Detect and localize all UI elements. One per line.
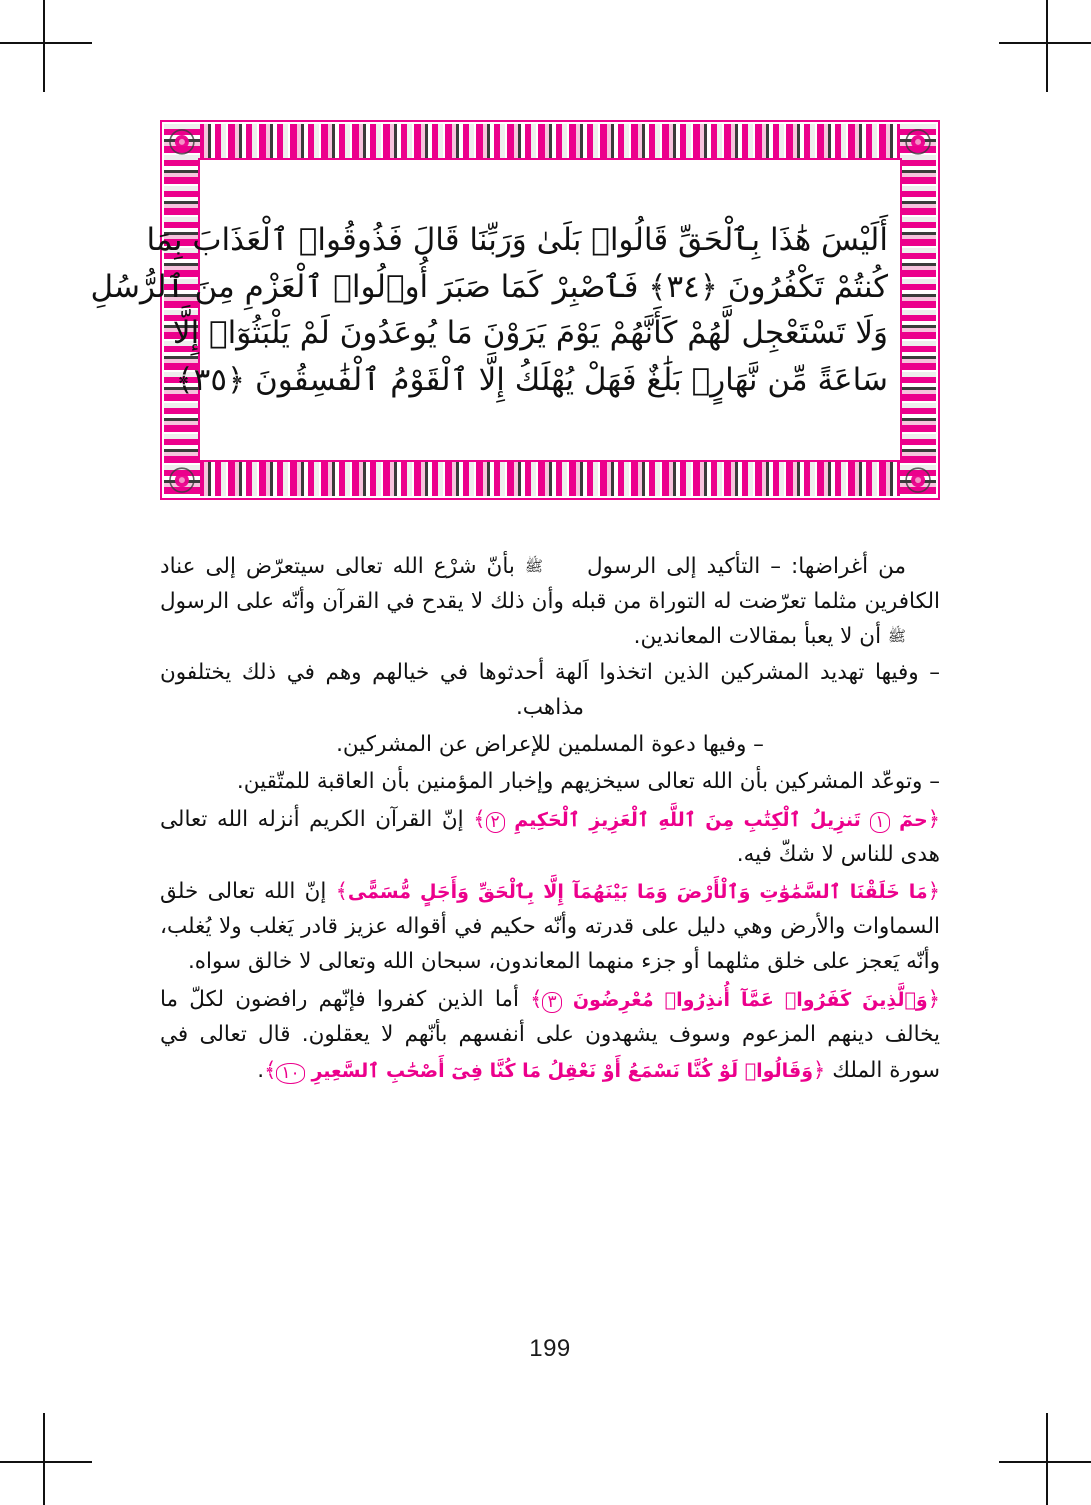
purposes-tail-text: أن لا يعبأ بمقالات المعاندين. xyxy=(633,623,888,649)
quran-inline-text-ma-khalaqna: مَا خَلَقْنَا ٱلسَّمَٰوَٰتِ وَٱلْأَرْضَ وَمَا بَيْنَهُمَآ إِلَّا بِٱلْحَقِّ وَأَجَلٍ مُّسَمًّى xyxy=(347,881,928,904)
quran-verse-line-1: أَلَيْسَ هَٰذَا بِٱلْحَقِّ قَالُوا۟ بَلَىٰ وَرَبِّنَا قَالَ فَذُوقُوا۟ ٱلْعَذَابَ بِمَا xyxy=(146,222,888,258)
crop-mark-bottom-right-vertical xyxy=(1046,1413,1048,1505)
trailing-verse-open-bracket-icon: ﴿ xyxy=(813,1057,826,1082)
paragraph-call-to-muslims: – وفيها دعوة المسلمين للإعراض عن المشركين. xyxy=(336,732,764,758)
crop-mark-top-left-horizontal xyxy=(0,42,92,44)
verse-open-bracket-icon-3: ﴿ xyxy=(927,986,941,1011)
verse-block-jathiyah-3 xyxy=(160,874,940,979)
page-number: 199 xyxy=(529,1335,571,1362)
ornamental-quran-frame xyxy=(90,120,940,500)
verse-close-bracket-icon-3: ﴾ xyxy=(530,986,543,1011)
paragraph-promise-warning: – وتوعّد المشركين بأن الله تعالى سيخزيهم وإخبار المؤمنين بأن العاقبة للمتّقين. xyxy=(236,768,940,794)
ayah-number-marker: ١ xyxy=(870,812,889,834)
trailing-punctuation: . xyxy=(257,1057,265,1083)
ayah-number-marker-3: ٣ xyxy=(542,992,561,1014)
verse-open-bracket-icon: ﴿ xyxy=(927,806,940,831)
ayah-number-marker-2: ٢ xyxy=(486,812,505,834)
crop-mark-bottom-left-horizontal xyxy=(0,1461,92,1463)
quran-inline-text-tanzeel: تَنزِيلُ ٱلْكِتَٰبِ مِنَ ٱللَّهِ ٱلْعَزِيزِ ٱلْحَكِيمِ xyxy=(514,808,861,831)
verse-block-jathiyah-4 xyxy=(160,982,940,1088)
crop-mark-bottom-right-horizontal xyxy=(999,1461,1091,1463)
quran-verse-line-2: كُنتُمْ تَكْفُرُونَ ﴿٣٤﴾ فَٱصْبِرْ كَمَا صَبَرَ أُو۟لُوا۟ ٱلْعَزْمِ مِنَ ٱلرُّسُلِ xyxy=(90,268,888,305)
verse-close-bracket-icon: ﴾ xyxy=(473,806,486,831)
crop-mark-top-right-vertical xyxy=(1046,0,1048,92)
crop-mark-top-left-vertical xyxy=(43,0,45,92)
quran-inline-text-hameem: حمٓ xyxy=(899,808,928,831)
purposes-rest-text: بأنّ شرْع الله تعالى سيتعرّض إلى عناد الكافرين مثلما تعرّضت له التوراة من قبله وأن ذلك لا يقدح في القرآن وأنّه على الرسول xyxy=(160,554,940,614)
sallallahu-icon: ﷺ xyxy=(524,557,544,575)
quran-verse-panel xyxy=(90,158,902,462)
page-content xyxy=(90,120,941,1400)
paragraph-purposes-intro xyxy=(160,550,940,654)
quran-inline-text-mulk: وَقَالُوا۟ لَوْ كُنَّا نَسْمَعُ أَوْ نَعْقِلُ مَا كُنَّا فِىٓ أَصْحَٰبِ ٱلسَّعِيرِ xyxy=(311,1059,814,1082)
ayah-number-marker-4: ١٠ xyxy=(276,1063,304,1085)
verse-open-bracket-icon-2: ﴿ xyxy=(927,879,940,904)
verse-block-jathiyah-1-2 xyxy=(160,802,940,873)
quran-verse-line-3: وَلَا تَسْتَعْجِل لَّهُمْ كَأَنَّهُمْ يَوْمَ يَرَوْنَ مَا يُوعَدُونَ لَمْ يَلْبَثُوٓا۟ إِلَّا xyxy=(172,315,888,351)
commentary-body xyxy=(160,550,940,1088)
quran-verse-line-4: سَاعَةً مِّن نَّهَارٍۭ بَلَٰغٌ فَهَلْ يُهْلَكُ إِلَّا ٱلْقَوْمُ ٱلْفَٰسِقُونَ ﴿٣٥﴾ xyxy=(175,361,888,398)
sallallahu-icon-2: ﷺ xyxy=(887,626,906,645)
verse-explanation-text-3: أما الذين كفروا فإنّهم رافضون لكلّ ما يخالف دينهم المزعوم وسوف يشهدون على أنفسهم بأنّهم لا يعقلون. قال تعالى في سورة الملك xyxy=(160,986,940,1083)
crop-mark-bottom-left-vertical xyxy=(43,1413,45,1505)
crop-mark-top-right-horizontal xyxy=(999,42,1091,44)
trailing-verse-close-bracket-icon: ﴾ xyxy=(264,1057,277,1082)
verse-explanation-text: إنّ القرآن الكريم أنزله الله تعالى هدى للناس لا شكّ فيه. xyxy=(160,806,940,867)
purposes-lead-text: من أغراضها: – التأكيد إلى الرسول xyxy=(577,554,906,579)
verse-close-bracket-icon-2: ﴾ xyxy=(335,879,348,904)
quran-inline-text-walladheena: وَٱلَّذِينَ كَفَرُوا۟ عَمَّآ أُنذِرُوا۟ مُعْرِضُونَ xyxy=(572,988,928,1011)
paragraph-threat-to-polytheists: – وفيها تهديد المشركين الذين اتخذوا اَلهة أحدثوها في خيالهم وهم في ذلك يختلفون مذاهب. xyxy=(160,660,940,721)
verse-explanation-text-2: إنّ الله تعالى خلق السماوات والأرض وهي دليل على قدرته وأنّه حكيم في أقواله عزيز قادر يَغلب ولا يُغلب، وأنّه يَعجز على خلق مثلهما أو جزء منهما المعاندون، سبحان الله وتعالى لا خالق سواه. xyxy=(160,879,940,975)
